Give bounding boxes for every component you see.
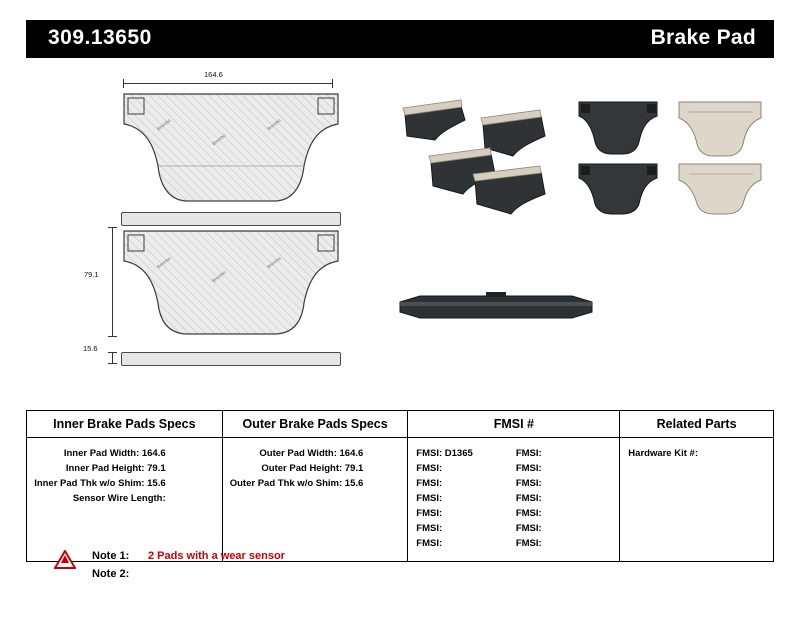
photo-pads-group-right <box>571 94 771 218</box>
notes-section <box>50 550 550 586</box>
warning-icon <box>54 550 76 569</box>
pad-backing-strip <box>121 212 341 226</box>
photo-pads-group-left <box>401 96 551 216</box>
pad-outline-top <box>116 88 346 208</box>
fmsi-left: FMSI: <box>416 538 443 549</box>
outer-spec-row: Outer Pad Width: 164.6 <box>259 448 364 459</box>
fmsi-left: FMSI: <box>416 493 443 504</box>
dimension-tick-thickness-top <box>108 352 117 353</box>
specs-table-header-row <box>27 411 773 438</box>
note-1-label: Note 1: <box>92 550 130 562</box>
fmsi-left: FMSI: <box>416 463 443 474</box>
note-2-label: Note 2: <box>92 568 130 580</box>
fmsi-row <box>408 521 619 536</box>
column-header-inner-specs: Inner Brake Pads Specs <box>27 411 223 437</box>
pad-thickness-profile <box>121 352 341 366</box>
specs-table-body <box>27 438 773 561</box>
inner-spec-row: Inner Pad Height: 79.1 <box>65 463 166 474</box>
dimension-line-width <box>123 83 333 84</box>
fmsi-right: FMSI: <box>515 538 542 549</box>
inner-spec-row: Inner Pad Thk w/o Shim: 15.6 <box>34 478 166 489</box>
pad-outline-bottom <box>116 227 346 339</box>
fmsi-row <box>408 476 619 491</box>
inner-spec-row: Sensor Wire Length: <box>72 493 166 504</box>
fmsi-cell <box>408 438 620 561</box>
pad-brand-mark: Brembo <box>156 255 172 270</box>
note-2-row <box>50 568 550 586</box>
fmsi-row <box>408 536 619 551</box>
fmsi-left: FMSI: <box>416 508 443 519</box>
fmsi-row <box>408 461 619 476</box>
fmsi-left: FMSI: <box>416 478 443 489</box>
fmsi-right: FMSI: <box>515 463 542 474</box>
pad-brand-mark: Brembo <box>266 117 282 132</box>
pad-brand-mark: Brembo <box>211 269 227 284</box>
fmsi-right: FMSI: <box>515 523 542 534</box>
fmsi-row <box>408 446 619 461</box>
dimension-tick-width-right <box>332 79 333 88</box>
related-parts-cell <box>620 438 773 561</box>
outer-specs-cell <box>223 438 409 561</box>
dimension-tick-width-left <box>123 79 124 88</box>
outer-spec-row: Outer Pad Thk w/o Shim: 15.6 <box>229 478 364 489</box>
dimension-width-label: 164.6 <box>204 70 223 79</box>
dimension-thickness-label: 15.6 <box>83 344 98 353</box>
column-header-fmsi: FMSI # <box>408 411 620 437</box>
page-title: Brake Pad <box>650 26 756 49</box>
dimension-height-label: 79.1 <box>84 270 99 279</box>
dimension-line-height <box>112 227 113 337</box>
related-part-row: Hardware Kit #: <box>628 448 698 459</box>
fmsi-right: FMSI: <box>515 493 542 504</box>
fmsi-right: FMSI: <box>515 508 542 519</box>
fmsi-left: FMSI: <box>416 523 443 534</box>
fmsi-row <box>408 491 619 506</box>
note-1-row <box>50 550 550 568</box>
fmsi-row <box>408 506 619 521</box>
part-number: 309.13650 <box>48 26 152 49</box>
note-1-value: 2 Pads with a wear sensor <box>148 550 285 562</box>
drawing-area <box>26 62 774 392</box>
column-header-related-parts: Related Parts <box>656 417 737 431</box>
specs-table <box>26 410 774 562</box>
photo-pad-edge-view <box>396 284 596 328</box>
pad-brand-mark: Brembo <box>266 255 282 270</box>
inner-spec-row: Inner Pad Width: 164.6 <box>63 448 166 459</box>
fmsi-right: FMSI: <box>515 448 542 459</box>
dimension-tick-thickness-bottom <box>108 363 117 364</box>
fmsi-left: FMSI: D1365 <box>416 448 473 459</box>
outer-spec-row: Outer Pad Height: 79.1 <box>261 463 364 474</box>
header-bar <box>26 20 774 58</box>
pad-brand-mark: Brembo <box>211 132 227 147</box>
pad-brand-mark: Brembo <box>156 117 172 132</box>
inner-specs-cell <box>27 438 223 561</box>
column-header-outer-specs: Outer Brake Pads Specs <box>223 411 409 437</box>
fmsi-right: FMSI: <box>515 478 542 489</box>
